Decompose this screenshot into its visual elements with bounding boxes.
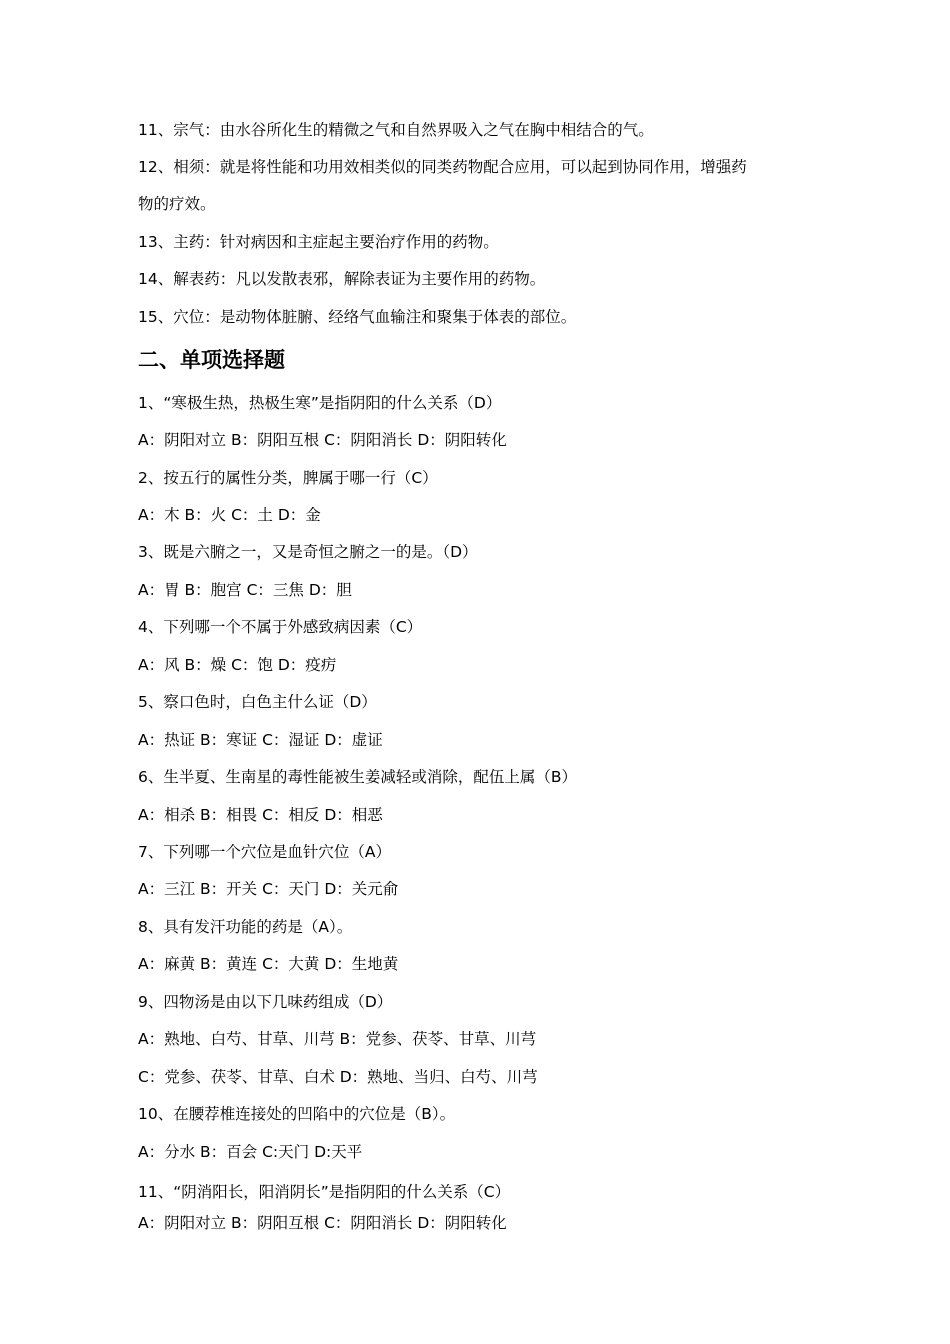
question-7-options: A：三江 B：开关 C：天门 D：关元俞 (138, 880, 399, 898)
section-title: 二、单项选择题 (138, 348, 285, 372)
question-9-options-cd: C：党参、茯苓、甘草、白术 D：熟地、当归、白芍、川芎 (138, 1068, 538, 1086)
definition-11: 11、宗气：由水谷所化生的精微之气和自然界吸入之气在胸中相结合的气。 (138, 121, 654, 139)
definition-15: 15、穴位：是动物体脏腑、经络气血输注和聚集于体表的部位。 (138, 308, 577, 326)
question-9: 9、四物汤是由以下几味药组成（D） (138, 993, 393, 1011)
question-8-options: A：麻黄 B：黄连 C：大黄 D：生地黄 (138, 955, 399, 973)
definition-13: 13、主药：针对病因和主症起主要治疗作用的药物。 (138, 233, 499, 251)
question-11: 11、“阴消阳长，阳消阴长”是指阴阳的什么关系（C） (138, 1183, 511, 1201)
question-8: 8、具有发汗功能的药是（A）。 (138, 918, 353, 936)
question-2-options: A：木 B：火 C：土 D：金 (138, 506, 321, 524)
question-4: 4、下列哪一个不属于外感致病因素（C） (138, 618, 423, 636)
question-11-options: A：阴阳对立 B：阴阳互根 C：阴阳消长 D：阴阳转化 (138, 1214, 507, 1232)
question-10: 10、在腰荐椎连接处的凹陷中的穴位是（B）。 (138, 1105, 456, 1123)
question-7: 7、下列哪一个穴位是血针穴位（A） (138, 843, 391, 861)
definition-12: 12、相须：就是将性能和功用效相类似的同类药物配合应用，可以起到协同作用，增强药 (138, 158, 747, 176)
question-10-options: A：分水 B：百会 C:天门 D:天平 (138, 1143, 363, 1161)
question-3-options: A：胃 B：胞宫 C：三焦 D：胆 (138, 581, 352, 599)
question-6-options: A：相杀 B：相畏 C：相反 D：相恶 (138, 806, 383, 824)
question-9-options-ab: A：熟地、白芍、甘草、川芎 B：党参、茯苓、甘草、川芎 (138, 1030, 537, 1048)
question-5-options: A：热证 B：寒证 C：湿证 D：虚证 (138, 731, 383, 749)
question-1-options: A：阴阳对立 B：阴阳互根 C：阴阳消长 D：阴阳转化 (138, 431, 507, 449)
question-3: 3、既是六腑之一，又是奇恒之腑之一的是。（D） (138, 543, 478, 561)
question-1: 1、“寒极生热，热极生寒”是指阴阳的什么关系（D） (138, 394, 502, 412)
question-4-options: A：风 B：燥 C：饱 D：疫疠 (138, 656, 337, 674)
definition-14: 14、解表药：凡以发散表邪，解除表证为主要作用的药物。 (138, 270, 546, 288)
definition-12-continued: 物的疗效。 (138, 195, 216, 213)
question-2: 2、按五行的属性分类，脾属于哪一行（C） (138, 469, 438, 487)
question-6: 6、生半夏、生南星的毒性能被生姜减轻或消除，配伍上属（B） (138, 768, 577, 786)
question-5: 5、察口色时，白色主什么证（D） (138, 693, 377, 711)
